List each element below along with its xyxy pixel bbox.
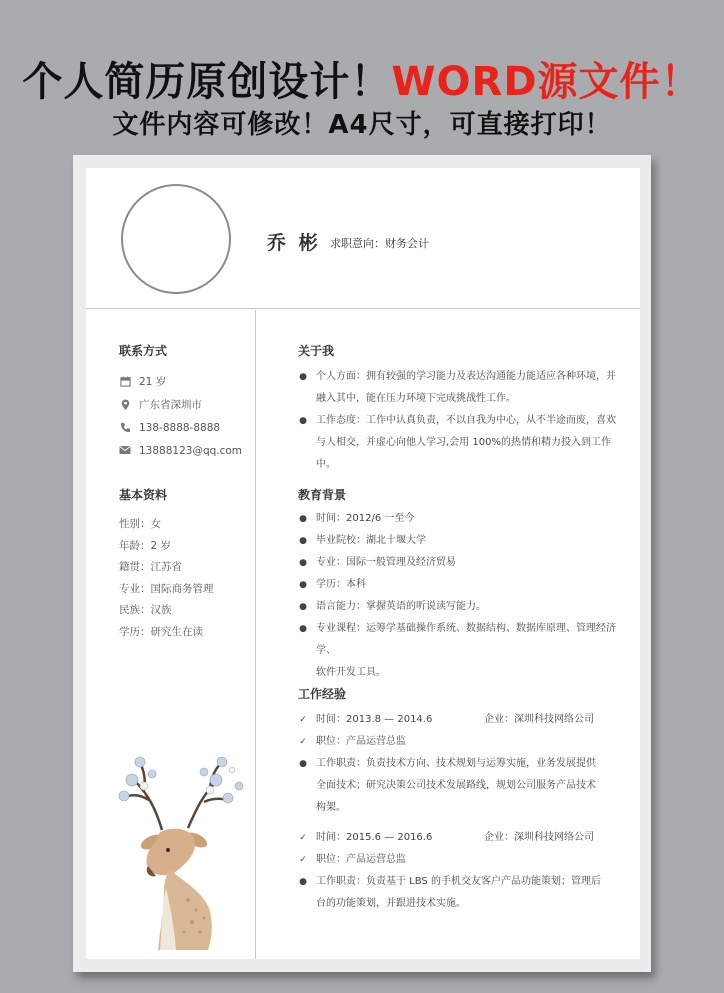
- banner-headline-black: 个人简历原创设计！: [22, 59, 392, 105]
- work-text: 全面技术；研究决策公司技术发展路线，规划公司服务产品技术: [316, 780, 596, 791]
- education-text: 学历：本科: [316, 579, 366, 590]
- education-text: 专业课程：运筹学基础操作系统、数据结构、数据库原理、管理经济学、: [316, 623, 616, 656]
- resume-header: [86, 168, 640, 309]
- contact-item-text: 21 岁: [139, 376, 167, 388]
- work-list-2: [298, 827, 616, 915]
- basic-info-item: 籍贯：江苏省: [119, 561, 182, 574]
- bullet-dot-icon: ●: [299, 580, 307, 590]
- checkmark-icon: ✓: [299, 715, 307, 725]
- contact-item-email: [119, 439, 242, 462]
- work-line: [298, 731, 616, 753]
- banner-headline-red: WORD源文件！: [391, 59, 702, 105]
- checkmark-icon: ✓: [299, 833, 307, 843]
- work-line: [298, 797, 616, 819]
- banner-subline: 文件内容可修改！A4尺寸，可直接打印！: [112, 110, 612, 140]
- location-pin-icon: [119, 399, 131, 411]
- about-line: [298, 366, 616, 388]
- contact-list: [119, 370, 242, 462]
- about-text: 融入其中，能在压力环境下完成挑战性工作。: [316, 393, 516, 404]
- bullet-dot-icon: ●: [299, 877, 307, 887]
- bullet-dot-icon: ●: [299, 416, 307, 426]
- contact-item-text: 13888123@qq.com: [139, 444, 243, 457]
- about-text: 工作态度：工作中认真负责，不以自我为中心，从不半途而废，喜欢: [316, 415, 616, 426]
- basic-info-item: 性别：女: [119, 518, 161, 530]
- basic-info-list: [119, 514, 214, 644]
- work-text: 时间：2015.6 — 2016.6: [316, 832, 433, 843]
- basic-info-item: 民族：汉族: [119, 604, 172, 617]
- work-text: 时间：2013.8 — 2014.6: [316, 714, 433, 725]
- bullet-dot-icon: ●: [299, 536, 307, 546]
- work-line: [298, 709, 616, 731]
- education-text: 软件开发工具。: [316, 667, 386, 678]
- work-line: [298, 827, 616, 849]
- basic-info-item: 学历：研究生在读: [119, 625, 203, 638]
- bullet-dot-icon: ●: [299, 372, 307, 382]
- contact-item-age: [119, 370, 242, 393]
- checkmark-icon: ✓: [299, 855, 307, 865]
- education-title: 教育背景: [298, 488, 347, 502]
- contact-item-text: 广东省深圳市: [139, 399, 202, 411]
- work-company: 企业：深圳科技网络公司: [484, 714, 594, 725]
- education-line: [298, 508, 616, 530]
- deer-illustration: [104, 710, 254, 950]
- contact-title: 联系方式: [119, 344, 168, 358]
- education-text: 毕业院校：湖北十堰大学: [316, 535, 426, 546]
- work-line: [298, 775, 616, 797]
- education-list: [298, 508, 616, 684]
- work-line: [298, 753, 616, 775]
- work-line: [298, 871, 616, 893]
- work-company: 企业：深圳科技网络公司: [484, 832, 594, 843]
- education-line: [298, 596, 616, 618]
- bullet-dot-icon: ●: [299, 602, 307, 612]
- education-line: [298, 552, 616, 574]
- about-line: [298, 388, 616, 410]
- education-line: [298, 574, 616, 596]
- work-text: 工作职责：负责技术方向、技术规划与运筹实施，业务发展提供: [316, 758, 596, 769]
- contact-item-text: 138-8888-8888: [139, 421, 221, 434]
- work-line: [298, 893, 616, 915]
- education-text: 语言能力：掌握英语的听说读写能力。: [316, 601, 486, 612]
- bullet-dot-icon: ●: [299, 514, 307, 524]
- work-text: 职位：产品运营总监: [316, 854, 406, 865]
- candidate-name: 乔 彬: [267, 232, 321, 254]
- bullet-dot-icon: ●: [299, 759, 307, 769]
- about-list: [298, 366, 616, 476]
- about-line: [298, 410, 616, 432]
- work-text: 职位：产品运营总监: [316, 736, 406, 747]
- education-line: [298, 662, 616, 684]
- education-line: [298, 530, 616, 552]
- work-line: [298, 849, 616, 871]
- resume-page: [86, 168, 640, 959]
- photo-placeholder: [121, 184, 231, 294]
- banner-headline: [0, 50, 724, 107]
- mail-icon: [119, 445, 131, 457]
- checkmark-icon: ✓: [299, 737, 307, 747]
- phone-icon: [119, 422, 131, 434]
- about-text: 个人方面：拥有较强的学习能力及表达沟通能力能适应各种环境，并: [316, 371, 616, 382]
- left-column: [86, 310, 256, 959]
- about-text: 与人相交，并虚心向他人学习,会用 100%的热情和精力投入到工作中。: [316, 437, 611, 470]
- basic-info-title: 基本资料: [119, 488, 168, 502]
- about-title: 关于我: [298, 344, 335, 358]
- education-text: 时间：2012/6 一至今: [316, 513, 415, 524]
- work-text: 台的功能策划，并跟进技术实施。: [316, 898, 466, 909]
- bullet-dot-icon: ●: [299, 558, 307, 568]
- contact-item-location: [119, 393, 242, 416]
- work-title: 工作经验: [298, 687, 347, 701]
- education-line: [298, 618, 616, 662]
- work-list-1: [298, 709, 616, 819]
- contact-item-phone: [119, 416, 242, 439]
- job-intent: 求职意向：财务会计: [330, 237, 429, 250]
- bullet-dot-icon: ●: [299, 624, 307, 634]
- education-text: 专业：国际一般管理及经济贸易: [316, 557, 456, 568]
- about-line: [298, 432, 616, 476]
- work-text: 工作职责：负责基于 LBS 的手机交友客户产品功能策划；管理后: [316, 876, 601, 887]
- basic-info-item: 专业：国际商务管理: [119, 582, 214, 595]
- calendar-icon: [119, 376, 131, 388]
- work-text: 构架。: [316, 802, 346, 813]
- basic-info-item: 年龄：2 岁: [119, 539, 172, 552]
